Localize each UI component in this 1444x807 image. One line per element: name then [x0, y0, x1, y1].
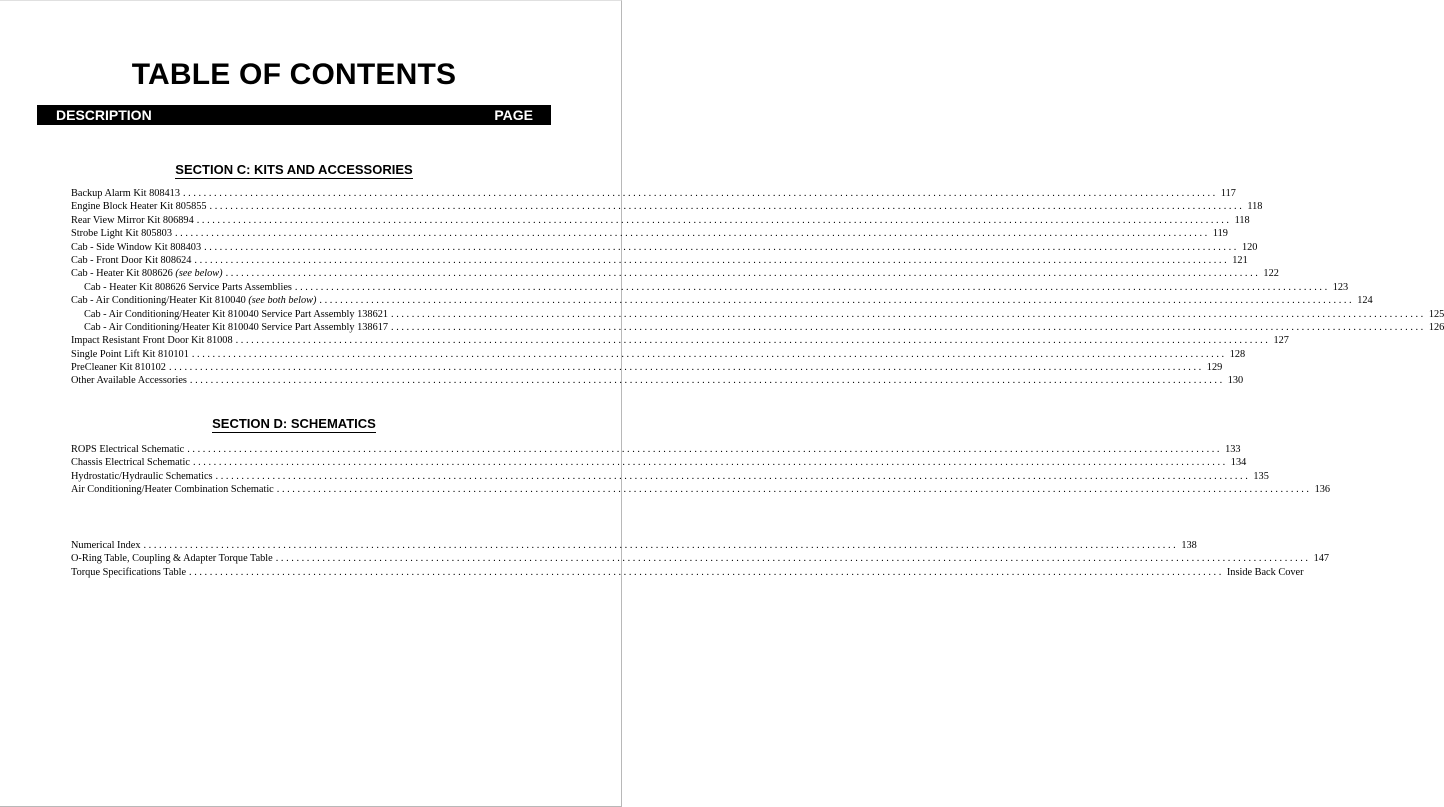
toc-entry-page: 122	[1263, 268, 1279, 280]
toc-entry-page: 125	[1428, 308, 1444, 320]
toc-entry-page: 118	[1234, 214, 1250, 226]
toc-entry-page: 118	[1247, 201, 1263, 213]
toc-entry-page: 127	[1273, 335, 1289, 347]
section-d-heading: SECTION D: SCHEMATICS	[212, 416, 376, 431]
toc-entry-page: 134	[1230, 457, 1247, 469]
toc-entry[interactable]	[71, 187, 1236, 200]
toc-entry-page: 119	[1212, 228, 1228, 240]
dot-leader: ........................................................................................................................................................................................................	[189, 566, 1224, 578]
toc-entry-title: Single Point Lift Kit 810101	[71, 348, 189, 360]
toc-entry-title: Cab - Heater Kit 808626 (see below)	[71, 268, 223, 280]
dot-leader: ........................................................................................................................................................................................................	[391, 308, 1426, 320]
toc-entry-page: 124	[1357, 295, 1373, 307]
dot-leader: ........................................................................................................................................................................................................	[209, 201, 1245, 213]
toc-entry-title: Air Conditioning/Heater Combination Schematic	[71, 484, 274, 496]
toc-entry[interactable]	[71, 334, 1289, 347]
page-title: TABLE OF CONTENTS	[131, 58, 457, 91]
toc-entry[interactable]	[71, 456, 1247, 469]
toc-entry-note: (see both below)	[248, 295, 317, 307]
toc-entry-title: Cab - Side Window Kit 808403	[71, 241, 202, 253]
dot-leader: ........................................................................................................................................................................................................	[215, 470, 1251, 482]
section-c-list	[71, 187, 1444, 388]
dot-leader: ........................................................................................................................................................................................................	[235, 335, 1271, 347]
dot-leader: ........................................................................................................................................................................................................	[225, 268, 1261, 280]
toc-entry-page: 117	[1220, 188, 1236, 199]
toc-entry-title: O-Ring Table, Coupling & Adapter Torque Table	[71, 553, 273, 565]
toc-entry[interactable]	[71, 254, 1248, 267]
dot-leader: ........................................................................................................................................................................................................	[204, 241, 1239, 253]
toc-entry[interactable]	[71, 443, 1241, 456]
toc-entry-page: 126	[1428, 321, 1444, 333]
toc-entry[interactable]	[71, 267, 1279, 280]
dot-leader: ........................................................................................................................................................................................................	[182, 188, 1218, 199]
section-c-heading: SECTION C: KITS AND ACCESSORIES	[175, 162, 413, 177]
toc-entry[interactable]	[71, 321, 1444, 334]
page-column-label: PAGE	[494, 107, 533, 123]
dot-leader: ........................................................................................................................................................................................................	[294, 281, 1330, 293]
toc-entry-page: 135	[1253, 470, 1269, 482]
toc-entry-title: Cab - Air Conditioning/Heater Kit 810040 (see both below)	[71, 295, 317, 307]
toc-entry-page: 128	[1229, 348, 1246, 360]
toc-entry-title: Hydrostatic/Hydraulic Schematics	[71, 470, 213, 482]
dot-leader: ........................................................................................................................................................................................................	[189, 375, 1225, 387]
toc-entry[interactable]	[71, 374, 1244, 387]
toc-entry-title: Cab - Heater Kit 808626 Service Parts Assemblies	[84, 281, 292, 293]
header-bar	[37, 105, 551, 125]
toc-entry[interactable]	[71, 294, 1373, 307]
toc-entry[interactable]	[71, 470, 1269, 483]
toc-entry[interactable]	[71, 566, 1304, 579]
toc-entry-title: Engine Block Heater Kit 805855	[71, 201, 207, 213]
toc-entry-title: Chassis Electrical Schematic	[71, 457, 190, 469]
toc-entry-note: (see below)	[175, 268, 223, 280]
toc-entry-title: Numerical Index	[71, 540, 141, 551]
dot-leader: ........................................................................................................................................................................................................	[192, 457, 1228, 469]
toc-entry-page: 138	[1181, 540, 1197, 551]
toc-entry[interactable]	[71, 281, 1349, 294]
dot-leader: ........................................................................................................................................................................................................	[276, 484, 1312, 496]
toc-entry-title: Impact Resistant Front Door Kit 81008	[71, 335, 233, 347]
dot-leader: ........................................................................................................................................................................................................	[194, 254, 1230, 266]
toc-entry-page: 129	[1206, 362, 1223, 374]
toc-entry-page: 136	[1314, 484, 1331, 496]
toc-entry[interactable]	[71, 308, 1444, 321]
toc-entry[interactable]	[71, 552, 1330, 565]
dot-leader: ........................................................................................................................................................................................................	[196, 214, 1232, 226]
toc-entry[interactable]	[71, 214, 1250, 227]
dot-leader: ........................................................................................................................................................................................................	[143, 540, 1179, 551]
toc-entry-title: Cab - Front Door Kit 808624	[71, 254, 192, 266]
toc-entry[interactable]	[71, 483, 1331, 496]
section-d-list	[71, 443, 1331, 497]
toc-entry[interactable]	[71, 200, 1263, 213]
toc-entry-title: Rear View Mirror Kit 806894	[71, 214, 194, 226]
toc-entry[interactable]	[71, 539, 1197, 552]
dot-leader: ........................................................................................................................................................................................................	[275, 553, 1311, 565]
toc-entry[interactable]	[71, 241, 1258, 254]
toc-entry-page: 147	[1313, 553, 1330, 565]
description-column-label: DESCRIPTION	[56, 107, 152, 123]
dot-leader: ........................................................................................................................................................................................................	[187, 444, 1223, 455]
toc-entry-title: PreCleaner Kit 810102	[71, 362, 166, 374]
dot-leader: ........................................................................................................................................................................................................	[191, 348, 1227, 360]
toc-entry-title: ROPS Electrical Schematic	[71, 444, 185, 455]
dot-leader: ........................................................................................................................................................................................................	[174, 228, 1210, 240]
toc-entry-title: Strobe Light Kit 805803	[71, 228, 172, 240]
dot-leader: ........................................................................................................................................................................................................	[168, 362, 1204, 374]
toc-entry[interactable]	[71, 227, 1228, 240]
toc-entry-page: 130	[1227, 375, 1244, 387]
dot-leader: ........................................................................................................................................................................................................	[391, 321, 1426, 333]
toc-entry-page: 121	[1232, 254, 1248, 266]
toc-entry-page: 133	[1225, 444, 1241, 455]
toc-entry[interactable]	[71, 348, 1246, 361]
toc-entry-title: Cab - Air Conditioning/Heater Kit 810040 Service Part Assembly 138621	[84, 308, 389, 320]
toc-entry-page: 123	[1332, 281, 1349, 293]
toc-entry-title: Backup Alarm Kit 808413	[71, 188, 180, 199]
dot-leader: ........................................................................................................................................................................................................	[319, 295, 1355, 307]
toc-entry-page: 120	[1241, 241, 1258, 253]
toc-entry-page: Inside Back Cover	[1226, 566, 1304, 578]
appendix-list	[71, 539, 1330, 579]
toc-entry[interactable]	[71, 361, 1223, 374]
toc-entry-title: Torque Specifications Table	[71, 566, 187, 578]
toc-entry-title: Other Available Accessories	[71, 375, 187, 387]
toc-entry-title: Cab - Air Conditioning/Heater Kit 810040 Service Part Assembly 138617	[84, 321, 389, 333]
